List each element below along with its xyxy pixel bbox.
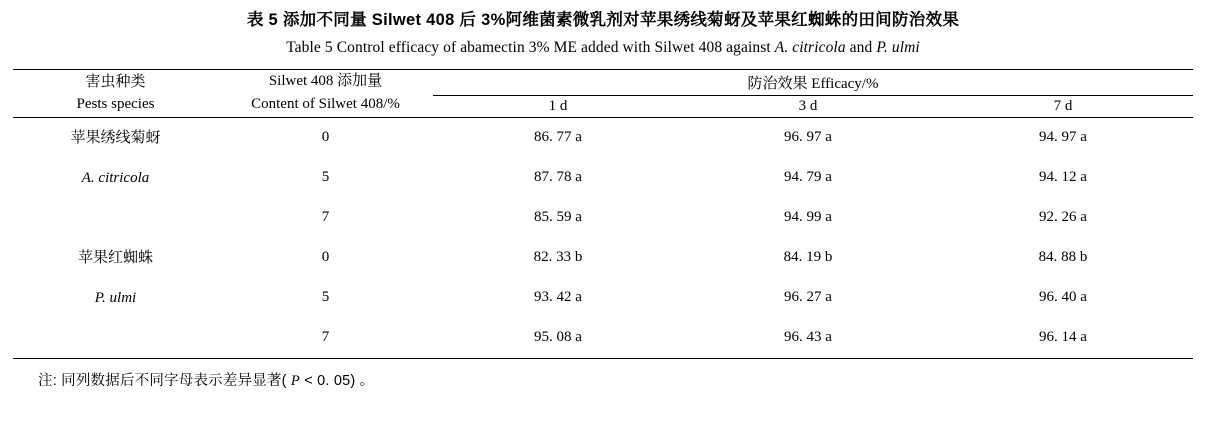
table-note-pre: 注: 同列数据后不同字母表示差异显著( — [38, 372, 291, 389]
header-efficacy-group: 防治效果 Efficacy/% — [433, 70, 1193, 96]
header-pest-species-en: Pests species — [76, 96, 155, 113]
cell-content: 5 — [321, 289, 330, 305]
table-title-english-mid: and — [845, 39, 877, 56]
table-note — [0, 359, 1206, 390]
cell-content: 7 — [321, 329, 330, 345]
species-label-2-latin — [13, 278, 218, 318]
cell-day7: 94. 12 a — [1039, 169, 1087, 185]
table-row — [13, 158, 1193, 198]
table-title-species-2: P. ulmi — [876, 39, 920, 56]
species-label-1 — [13, 118, 218, 158]
cell-content: 5 — [321, 169, 330, 185]
cell-day7: 94. 97 a — [1039, 129, 1087, 145]
cell-day3: 96. 43 a — [784, 329, 832, 345]
table-row — [13, 238, 1193, 278]
table-row — [13, 318, 1193, 359]
cell-day3: 96. 97 a — [784, 129, 832, 145]
header-silwet-content — [218, 70, 433, 117]
cell-content: 0 — [321, 129, 330, 145]
cell-content: 0 — [321, 249, 330, 265]
species-2-cn: 苹果红蜘蛛 — [77, 248, 153, 266]
cell-day7: 84. 88 b — [1038, 249, 1088, 265]
species-label-2-empty — [13, 318, 218, 359]
species-label-1-latin — [13, 158, 218, 198]
table-note-mid: < 0. 05) — [299, 372, 360, 389]
species-label-2 — [13, 238, 218, 278]
table-title-chinese: 表 5 添加不同量 Silwet 408 后 3%阿维菌素微乳剂对苹果绣线菊蚜及苹果红蜘蛛的田间防治效果 — [246, 11, 960, 29]
species-1-latin: A. citricola — [81, 169, 150, 186]
cell-day1: 86. 77 a — [534, 129, 582, 145]
header-day-3: 3 d — [798, 97, 818, 114]
species-label-1-empty — [13, 198, 218, 238]
header-day-7: 7 d — [1053, 97, 1073, 114]
species-1-cn: 苹果绣线菊蚜 — [70, 128, 161, 146]
cell-day7: 96. 14 a — [1039, 329, 1087, 345]
cell-day1: 93. 42 a — [534, 289, 582, 305]
table-title-english-pre: Table 5 Control efficacy of abamectin 3% ME added with Silwet 408 against — [286, 39, 775, 56]
header-row-group — [13, 70, 1193, 96]
header-day-1: 1 d — [548, 97, 568, 114]
cell-day1: 87. 78 a — [534, 169, 582, 185]
table-row — [13, 118, 1193, 158]
table-title-species-1: A. citricola — [774, 39, 846, 56]
cell-day3: 96. 27 a — [784, 289, 832, 305]
cell-day1: 85. 59 a — [534, 209, 582, 225]
cell-day3: 94. 79 a — [784, 169, 832, 185]
cell-day3: 84. 19 b — [783, 249, 833, 265]
table-row — [13, 278, 1193, 318]
header-pest-species — [13, 70, 218, 117]
data-table — [13, 69, 1193, 359]
header-silwet-content-cn: Silwet 408 添加量 — [268, 73, 383, 89]
table-title-english — [0, 30, 1206, 57]
table-row — [13, 198, 1193, 238]
table-note-end: 。 — [359, 372, 375, 389]
cell-day7: 96. 40 a — [1039, 289, 1087, 305]
header-silwet-content-en: Content of Silwet 408/% — [251, 96, 400, 113]
species-2-latin: P. ulmi — [94, 289, 137, 306]
cell-day3: 94. 99 a — [784, 209, 832, 225]
header-pest-species-cn: 害虫种类 — [85, 73, 146, 90]
cell-day1: 95. 08 a — [534, 329, 582, 345]
cell-content: 7 — [321, 209, 330, 225]
cell-day7: 92. 26 a — [1039, 209, 1087, 225]
table-note-symbol: P — [290, 372, 300, 389]
cell-day1: 82. 33 b — [533, 249, 583, 265]
